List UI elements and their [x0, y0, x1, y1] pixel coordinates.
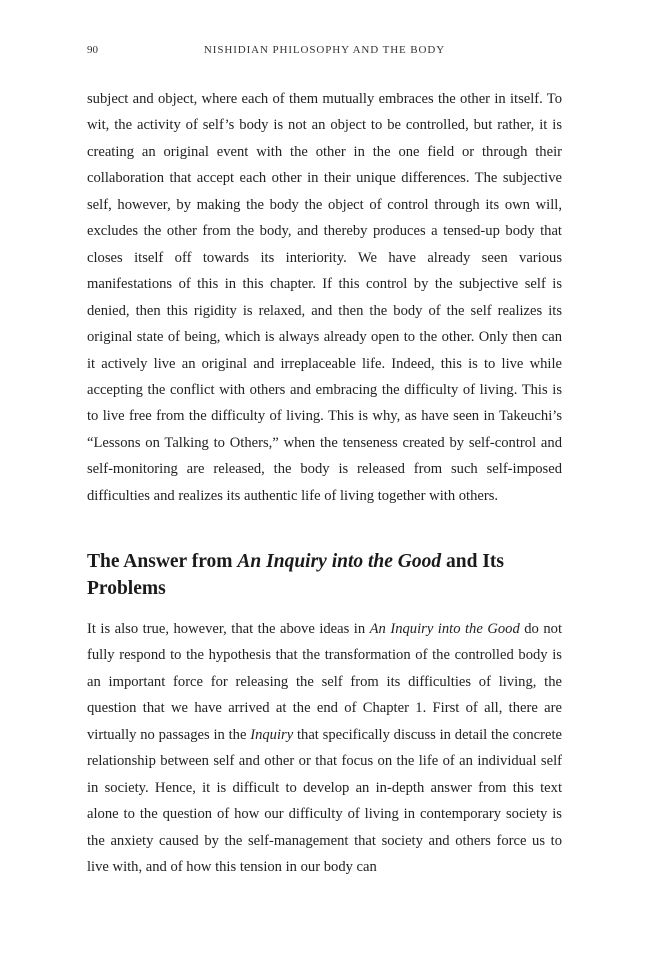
section-heading-text: The Answer from — [87, 551, 238, 572]
paragraph-text: It is also true, however, that the above ideas in — [87, 621, 370, 637]
running-head — [87, 44, 562, 62]
section-heading — [87, 548, 562, 602]
body-paragraph — [87, 616, 562, 881]
italic-book-title: Inquiry — [250, 726, 294, 743]
page-number: 90 — [87, 44, 98, 56]
running-head-title: NISHIDIAN PHILOSOPHY AND THE BODY — [203, 44, 446, 56]
section-heading-italic-title: An Inquiry into the Good — [237, 551, 442, 572]
paragraph-text: do not fully respond to the hypothesis that the transformation of the controlled body is an important force for releasing the self from its difficulties of living, the question that we have arrived at the end of Chapter 1. First of all, there are virtually no passages in the — [87, 621, 562, 743]
section-heading-text: and Its Problems — [87, 551, 505, 599]
italic-book-title: An Inquiry into the Good — [369, 621, 520, 637]
paragraph-text: that specifically discuss in detail the concrete relationship between self and other or that focus on the life of an individual self in society. Hence, it is difficult to develop an in-depth answer from this text alone to the question of how our difficulty of living in contemporary society is the anxiety caused by the self-management that society and others force us to live with, and of how this tension in our body can — [87, 726, 562, 876]
body-paragraph: subject and object, where each of them mutually embraces the other in itself. To wit, the activity of self’s body is not an object to be controlled, but rather, it is creating an original event with the other in the one field or through their collaboration that accept each other in their unique differences. The subjective self, however, by making the body the object of control through its own will, excludes the other from the body, and thereby produces a tensed-up body that closes itself off towards its interiority. We have already seen various manifestations of this in this chapter. If this control by the subjective self is denied, then this rigidity is relaxed, and then the body of the self realizes its original state of being, which is always already open to the other. Only then can it actively live an original and irreplaceable life. Indeed, this is to live while accepting the conflict with others and embracing the difficulty of living. This is to live free from the difficulty of living. This is why, as have seen in Takeuchi’s “Lessons on Talking to Others,” when the tenseness created by self-control and self-monitoring are released, the body is released from such self-imposed difficulties and realizes its authentic life of living together with others. — [87, 91, 562, 504]
